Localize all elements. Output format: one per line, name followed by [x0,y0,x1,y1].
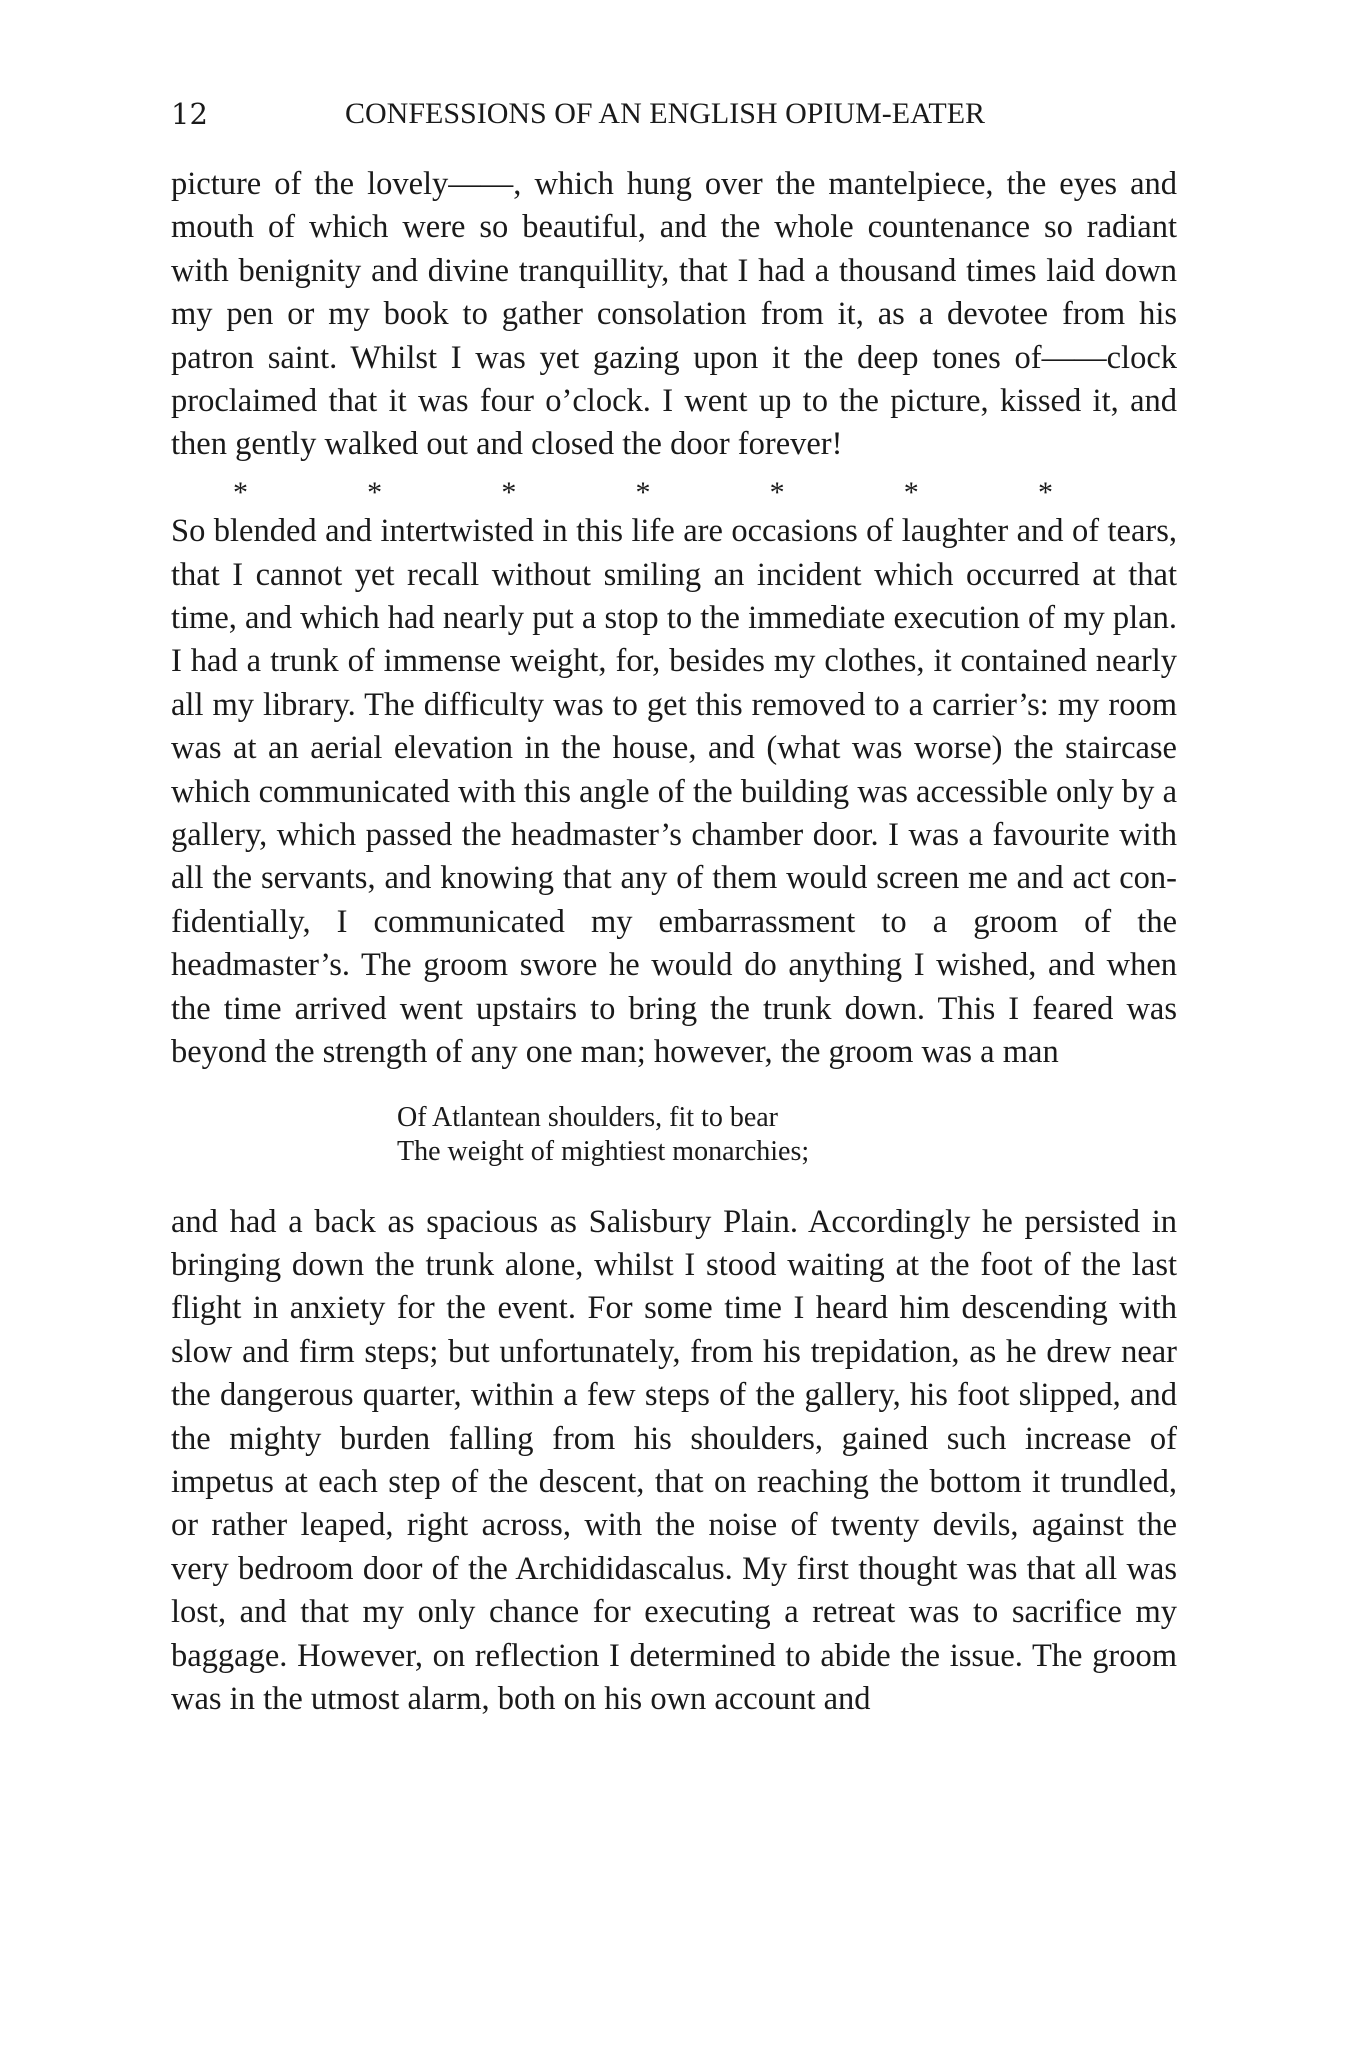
asterisk: * [903,475,919,509]
paragraph-2: So blended and intertwisted in this life are occasions of laughter and of tears, that I cannot yet recall without smiling an incident which occurred at that time, and which had nearly put a stop to the immediate execution of my plan. I had a trunk of immense weight, for, besides my clothes, it contained nearly all my library. The difficulty was to get this removed to a carrier’s: my room was at an aerial elevation in the house, and (what was worse) the staircase which communicated with this angle of the building was accessible only by a gallery, which passed the headmaster’s chamber door. I was a favourite with all the servants, and knowing that any of them would screen me and act confidentially, I communicated my embarrassment to a groom of the headmaster’s. The groom swore he would do anything I wished, and when the time arrived went upstairs to bring the trunk down. This I feared was beyond the strength of any one man; however, the groom was a man [171,513,1177,1071]
paragraph-1: picture of the lovely——, which hung over the mantelpiece, the eyes and mouth of which were so beautiful, and the whole countenance so radiant with benignity and divine tranquillity, that I had a thousand times laid down my pen or my book to gather consolation from it, as a devotee from his patron saint. Whilst I was yet gazing upon it the deep tones of——clock proclaimed that it was four o’clock. I went up to the picture, kissed it, and then gently walked out and closed the door forever! [171,166,1177,463]
verse-quotation [397,1101,1177,1169]
asterisk: * [233,475,248,509]
asterisk: * [635,475,651,509]
book-title: CONFESSIONS OF AN ENGLISH OPIUM-EATER [345,97,986,130]
page-number: 12 [171,97,208,131]
body-text [171,163,1177,1721]
running-head [171,92,1177,136]
asterisk: * [1037,475,1053,509]
paragraph-3: and had a back as spacious as Salisbury Plain. Accordingly he persisted in bringing down the trunk alone, whilst I stood waiting at the foot of the last flight in anxiety for the event. For some time I heard him descending with slow and firm steps; but unfortunately, from his trepidation, as he drew near the dangerous quarter, within a few steps of the gallery, his foot slipped, and the mighty burden falling from his shoulders, gained such increase of impetus at each step of the descent, that on reaching the bottom it trundled, or rather leaped, right across, with the noise of twenty devils, against the very bedroom door of the Archididascalus. My first thought was that all was lost, and that my only chance for executing a retreat was to sacrifice my baggage. However, on reflection I determined to abide the issue. The groom was in the utmost alarm, both on his own account and [171,1203,1177,1717]
asterisk: * [501,475,517,509]
asterisk: * [367,475,383,509]
verse-line: Of Atlantean shoulders, fit to bear [397,1101,779,1133]
asterisk: * [769,475,785,509]
book-page [171,0,1177,2048]
section-break [233,467,1053,510]
verse-line: The weight of mightiest monarchies; [397,1135,810,1167]
